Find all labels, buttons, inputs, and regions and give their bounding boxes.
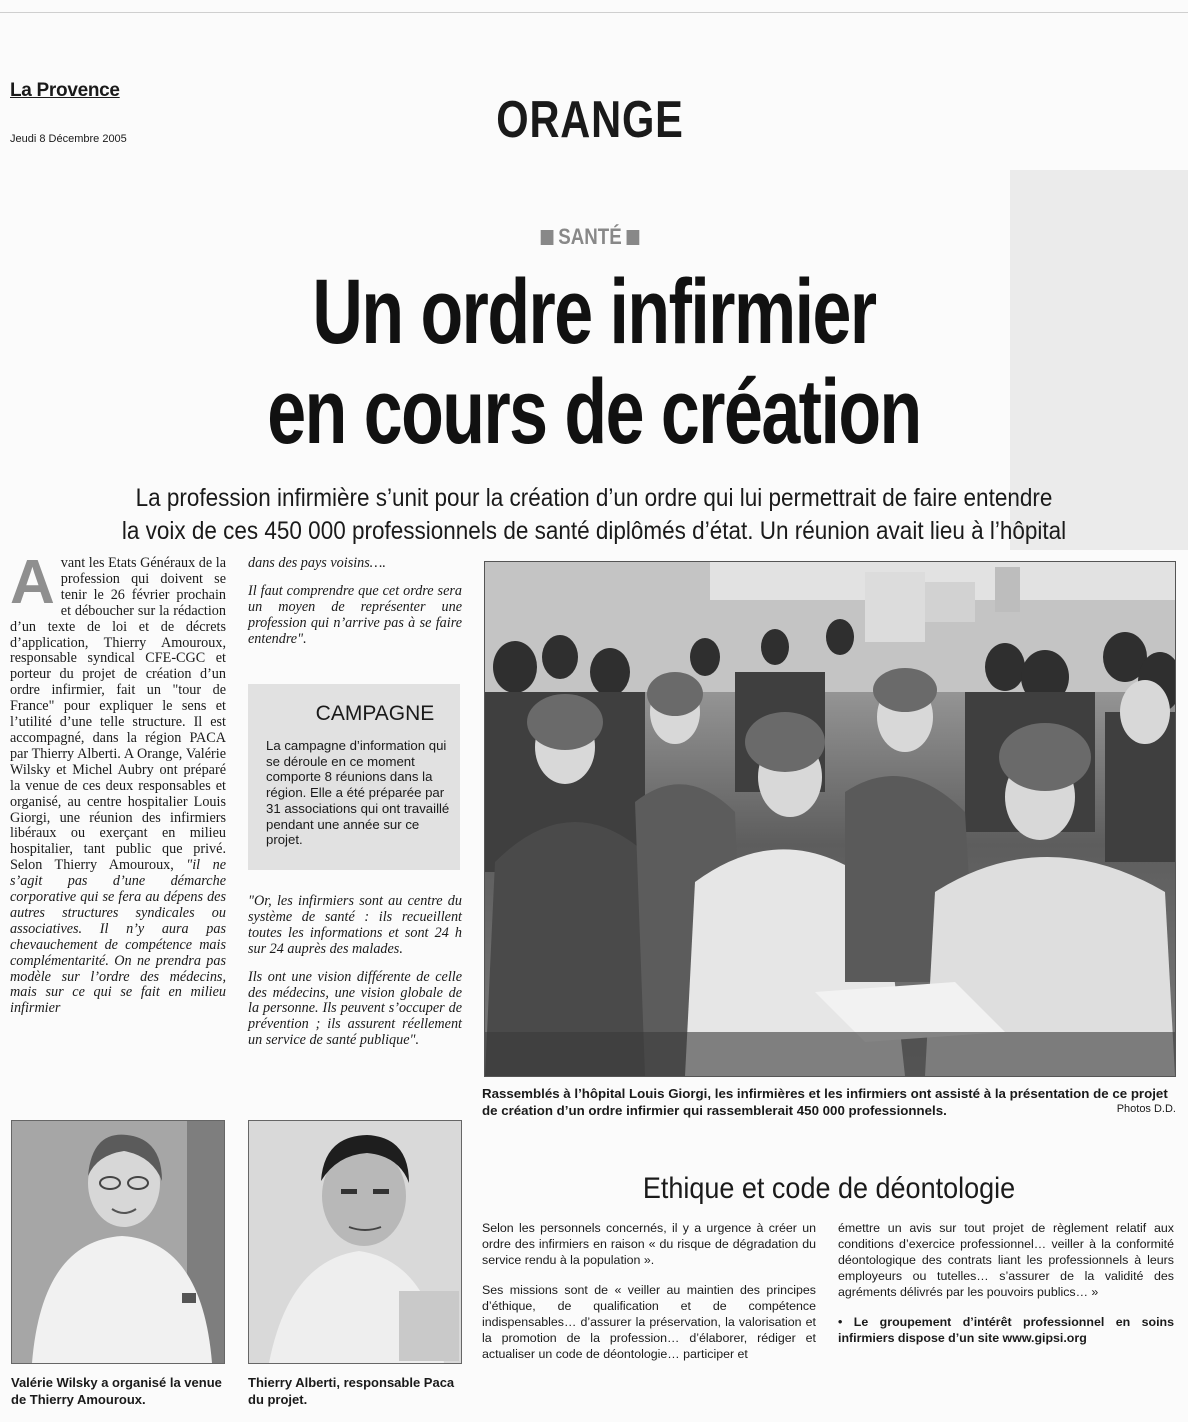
headline-line-1: Un ordre infirmier: [312, 261, 876, 363]
article-column-2-continued: [248, 894, 462, 1061]
square-bullet-icon: [627, 230, 640, 245]
standfirst: [59, 482, 1128, 548]
paragraph: Ils ont une vision différente de celle des médecins, une vision globale de la personne. Ils peuvent s’occuper de prévention ; ils assurent réellement un service de santé publique".: [248, 968, 462, 1049]
drop-cap: A: [10, 548, 55, 617]
meeting-photo: [484, 561, 1176, 1077]
campaign-title: CAMPAGNE: [315, 702, 435, 725]
kicker: [446, 224, 735, 250]
photo-caption: [482, 1085, 1176, 1119]
portrait-valerie-wilsky: [11, 1120, 225, 1364]
portrait-caption-1: Valérie Wilsky a organisé la venue de Thierry Amouroux.: [11, 1375, 222, 1407]
caption-text: Rassemblés à l’hôpital Louis Giorgi, les infirmières et les infirmiers ont assisté à la présentation de ce projet de création d’un ordre infirmier qui rassemblerait 450 000 professionnels.: [482, 1086, 1168, 1118]
standfirst-line-2: la voix de ces 450 000 professionnels de santé diplômés d’état. Un réunion avait lieu à l’hôpital: [121, 517, 1067, 545]
paragraph: Selon les personnels concernés, il y a urgence à créer un ordre des infirmiers en raison « du risque de dégradation du service rendu à la population ».: [482, 1221, 816, 1267]
portrait-woman-illustration: [12, 1121, 224, 1363]
portrait-caption-2: Thierry Alberti, responsable Paca du projet.: [248, 1375, 455, 1407]
article-column-2: [248, 556, 462, 660]
portrait-man-illustration: [249, 1121, 461, 1363]
campaign-text: La campagne d’information qui se déroule en ce moment comporte 8 réunions dans la région. Elle a été préparée par 31 associations qui ont travaillé pendant une année sur ce projet.: [266, 738, 450, 848]
page-top-rule: [0, 12, 1188, 13]
article-text: vant les Etats Généraux de la profession qui doivent se tenir le 26 février prochain et déboucher sur la rédaction d’un texte de loi et de décrets d’application, Thierry Amouroux, responsable syndical CFE-CGC et porteur du projet de création d’un ordre infirmier, fait un "tour de France" pour expliquer le sens et l’utilité d’une telle structure. Il est accompagné, dans la région PACA par Thierry Alberti. A Orange, Valérie Wilsky et Michel Aubry ont préparé la venue de ces deux responsables et organisé, au centre hospitalier Louis Giorgi, une réunion des infirmiers libéraux ou exerçant en milieu hospitalier, tant public que privé.: [10, 555, 226, 858]
paragraph: émettre un avis sur tout projet de règlement relatif aux conditions d’exercice professionnel… veiller à la conformité déontologique des contrats liant les professionnels à leurs employeurs ou tutelles… s’assurer de la validité des agréments délivrés par les pouvoirs publics… »: [838, 1221, 1174, 1299]
ethique-column-2: [838, 1220, 1174, 1360]
kicker-label: SANTÉ: [558, 224, 622, 249]
quote-text: "il ne s’agit pas d’une démarche corporative qui se fera au dépens des autres structures syndicales ou associatives. Il n’y aura pas chevauchement de compétence mais complémentarité. On ne prendra pas modèle sur l’ordre des médecins, mais sur ce qui se fait en milieu infirmier: [10, 857, 226, 1017]
photo-credit: Photos D.D.: [1116, 1103, 1176, 1115]
standfirst-line-1: La profession infirmière s’unit pour la création d’un ordre qui lui permettrait de faire entendre: [135, 484, 1053, 512]
ethique-column-1: [482, 1220, 816, 1376]
paragraph: "Or, les infirmiers sont au centre du système de santé : ils recueillent toutes les informations et sont 24 h sur 24 auprès des malades.: [248, 893, 462, 957]
square-bullet-icon: [540, 230, 553, 245]
section-title: ORANGE: [496, 91, 684, 149]
headline: [143, 262, 1046, 462]
publication-date: Jeudi 8 Décembre 2005: [10, 133, 127, 145]
paragraph: Il faut comprendre que cet ordre sera un moyen de représenter une profession qui n’arrive pas à se faire entendre".: [248, 582, 462, 647]
headline-line-2: en cours de création: [267, 361, 921, 463]
audience-photo-illustration: [485, 562, 1175, 1076]
website-note: • Le groupement d’intérêt professionnel en soins infirmiers dispose d’un site www.gipsi.org: [838, 1315, 1174, 1345]
subsection-title: Ethique et code de déontologie: [642, 1172, 1016, 1205]
campaign-box: [248, 684, 460, 870]
paragraph: dans des pays voisins….: [248, 555, 386, 571]
portrait-thierry-alberti: [248, 1120, 462, 1364]
paragraph: Ses missions sont de « veiller au maintien des principes d’éthique, de qualification et de compétence indispensables… d’assurer la préservation, la valorisation et la promotion de la profession… d’élaborer, rédiger et actualiser un code de déontologie… participer et: [482, 1283, 816, 1361]
article-column-1: [10, 548, 226, 1017]
newspaper-name: La Provence: [10, 80, 120, 101]
quote-intro: Selon Thierry Amouroux,: [10, 857, 187, 874]
